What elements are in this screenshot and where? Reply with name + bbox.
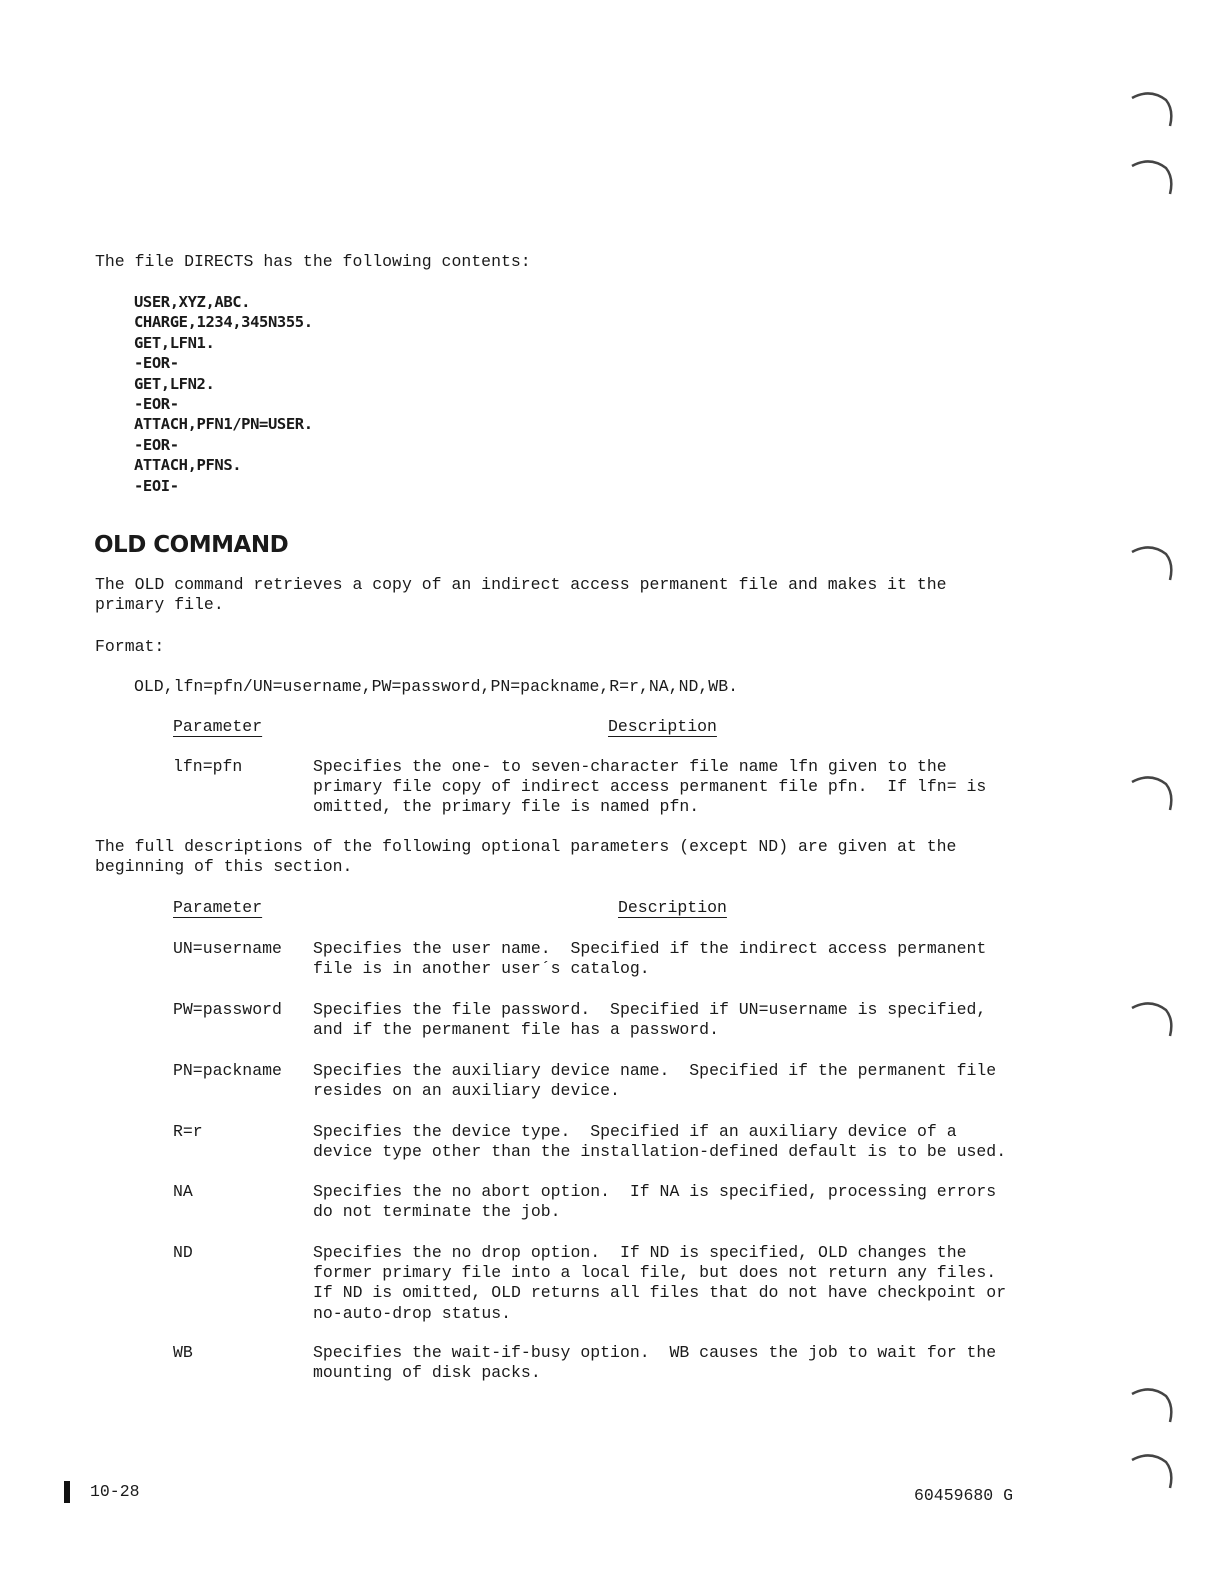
param-description: Specifies the file password. Specified if UN=username is specified, and if the permanent file has a password. [313, 1000, 987, 1040]
param-name: NA [173, 1182, 193, 1201]
optional-params-intro: The full descriptions of the following optional parameters (except ND) are given at the beginning of this section. [95, 837, 957, 877]
param-name: PN=packname [173, 1061, 282, 1080]
intro-text: The file DIRECTS has the following contents: [95, 252, 531, 271]
binder-hole-mark-icon [1128, 154, 1176, 200]
param-description: Specifies the user name. Specified if the indirect access permanent file is in another user´s catalog. [313, 939, 987, 979]
param-description: Specifies the auxiliary device name. Specified if the permanent file resides on an auxiliary device. [313, 1061, 997, 1101]
binder-hole-mark-icon [1128, 770, 1176, 816]
param-description: Specifies the wait-if-busy option. WB causes the job to wait for the mounting of disk packs. [313, 1343, 997, 1383]
binder-hole-mark-icon [1128, 1382, 1176, 1428]
code-line: -EOR- [134, 354, 179, 373]
binder-hole-mark-icon [1128, 1448, 1176, 1494]
code-line: ATTACH,PFN1/PN=USER. [134, 415, 313, 434]
table1-parameter-header: Parameter [173, 717, 263, 736]
page-number: 10-28 [90, 1482, 140, 1501]
code-listing [134, 292, 313, 496]
binder-hole-mark-icon [1128, 540, 1176, 586]
code-line: -EOR- [134, 395, 179, 414]
code-line: GET,LFN2. [134, 374, 215, 393]
param-name: R=r [173, 1122, 203, 1141]
document-number: 60459680 G [914, 1486, 1014, 1505]
binder-hole-mark-icon [1128, 996, 1176, 1042]
param-name: lfn=pfn [173, 757, 243, 776]
format-label: Format: [95, 637, 165, 656]
format-syntax: OLD,lfn=pfn/UN=username,PW=password,PN=packname,R=r,NA,ND,WB. [134, 677, 738, 696]
table2-description-header: Description [618, 898, 727, 917]
table2-parameter-header: Parameter [173, 898, 263, 917]
param-name: ND [173, 1243, 193, 1262]
code-line: -EOR- [134, 435, 179, 454]
code-line: GET,LFN1. [134, 333, 215, 352]
param-name: PW=password [173, 1000, 282, 1019]
table1-description-header: Description [608, 717, 717, 736]
param-name: WB [173, 1343, 193, 1362]
section-intro: The OLD command retrieves a copy of an indirect access permanent file and makes it the primary file. [95, 575, 947, 615]
section-title: OLD COMMAND [94, 532, 289, 558]
binder-hole-mark-icon [1128, 86, 1176, 132]
code-line: ATTACH,PFNS. [134, 456, 242, 475]
param-description: Specifies the no abort option. If NA is specified, processing errors do not terminate the job. [313, 1182, 997, 1222]
code-line: USER,XYZ,ABC. [134, 293, 251, 311]
change-bar [64, 1481, 70, 1503]
param-description: Specifies the no drop option. If ND is specified, OLD changes the former primary file into a local file, but does not return any files. If ND is omitted, OLD returns all files that do not have checkpoint or no-auto-drop status. [313, 1243, 1007, 1323]
param-name: UN=username [173, 939, 282, 958]
param-description: Specifies the device type. Specified if an auxiliary device of a device type other than the installation-defined default is to be used. [313, 1122, 1007, 1162]
param-description: Specifies the one- to seven-character file name lfn given to the primary file copy of indirect access permanent file pfn. If lfn= is omitted, the primary file is named pfn. [313, 757, 987, 817]
code-line: -EOI- [134, 476, 179, 495]
code-line: CHARGE,1234,345N355. [134, 313, 313, 332]
